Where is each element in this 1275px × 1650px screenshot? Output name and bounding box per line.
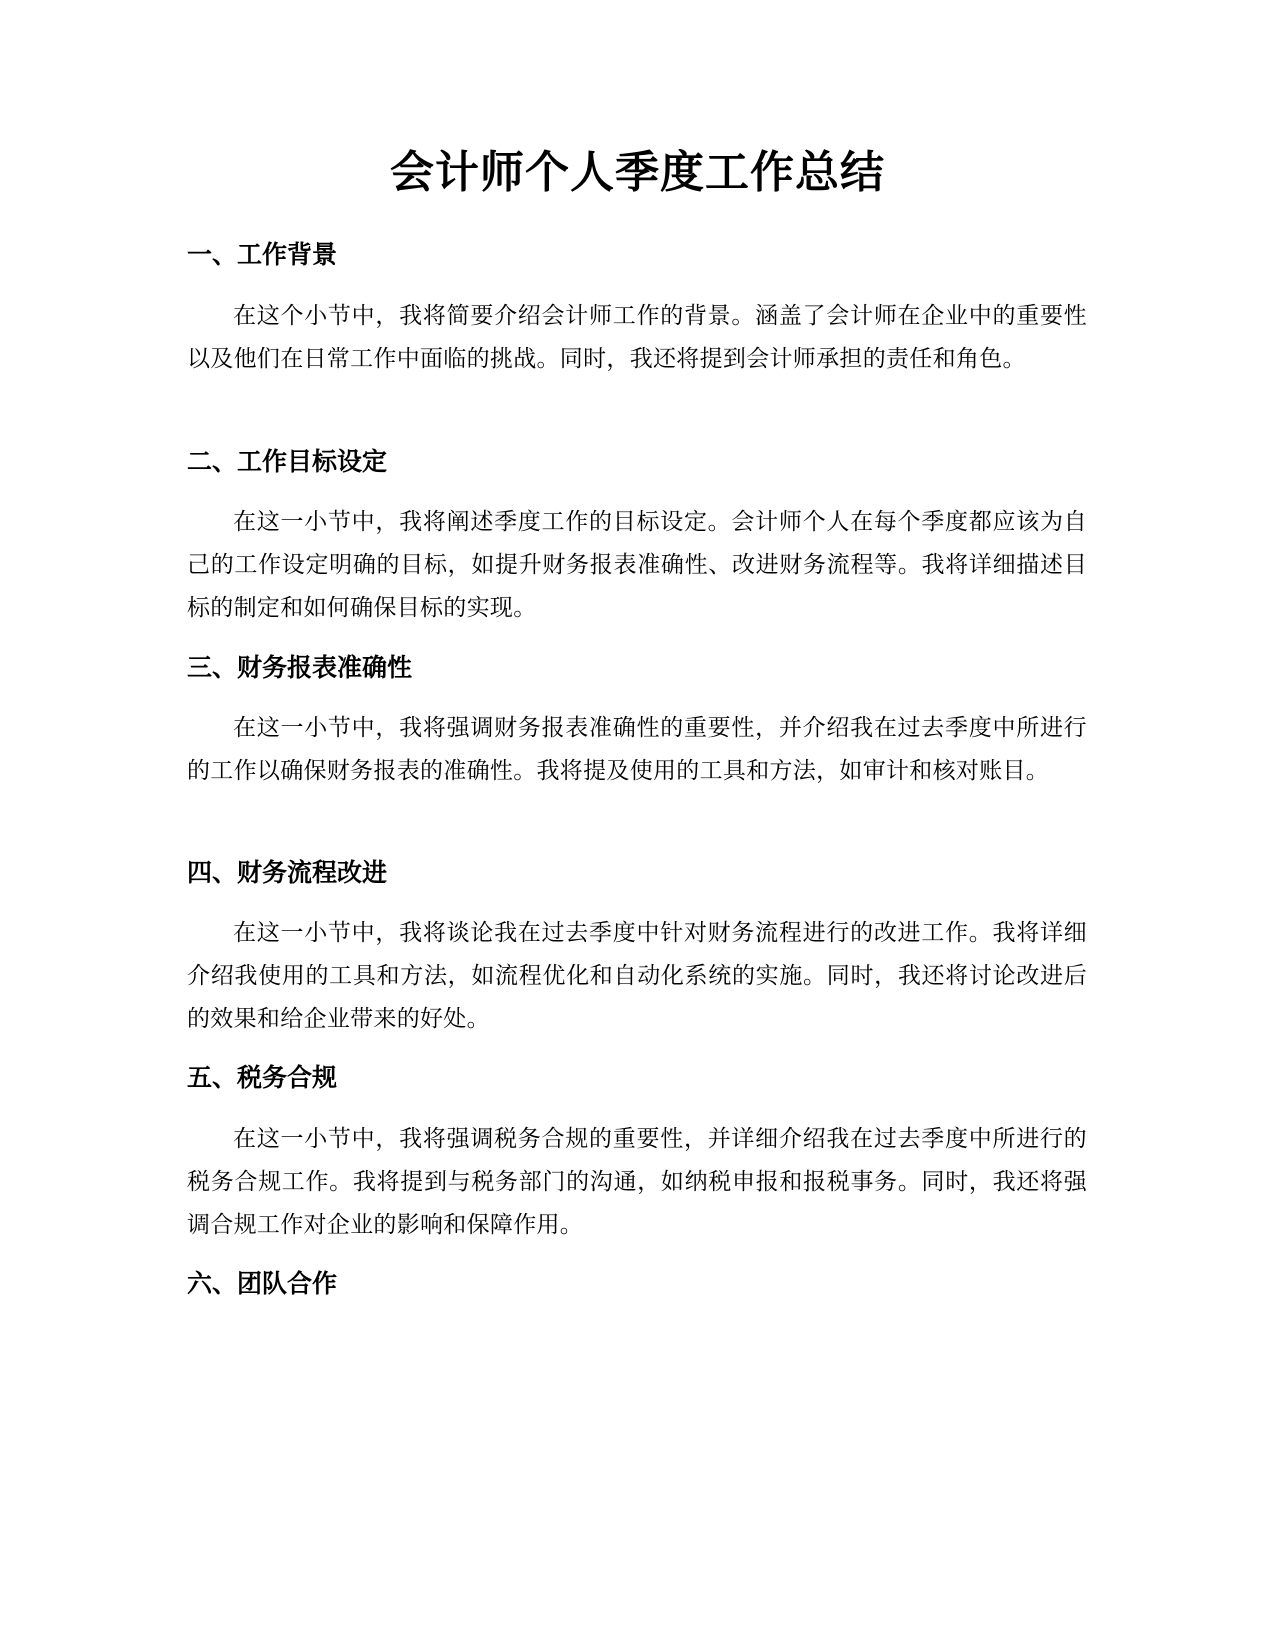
section-heading-tax-compliance: 五、税务合规 (187, 1063, 338, 1092)
section-heading-process-improvement: 四、财务流程改进 (187, 858, 388, 887)
section-heading-teamwork: 六、团队合作 (187, 1269, 338, 1298)
section-body-process-improvement: 在这一小节中，我将谈论我在过去季度中针对财务流程进行的改进工作。我将详细介绍我使用的工具和方法，如流程优化和自动化系统的实施。同时，我还将讨论改进后的效果和给企业带来的好处。 (187, 920, 1087, 1032)
section-heading-background: 一、工作背景 (187, 240, 338, 269)
section-heading-goal-setting: 二、工作目标设定 (187, 447, 388, 476)
section-body-goal-setting: 在这一小节中，我将阐述季度工作的目标设定。会计师个人在每个季度都应该为自己的工作设定明确的目标，如提升财务报表准确性、改进财务流程等。我将详细描述目标的制定和如何确保目标的实现。 (187, 509, 1087, 621)
section-body-report-accuracy: 在这一小节中，我将强调财务报表准确性的重要性，并介绍我在过去季度中所进行的工作以确保财务报表的准确性。我将提及使用的工具和方法，如审计和核对账目。 (187, 715, 1087, 784)
section-heading-report-accuracy: 三、财务报表准确性 (187, 653, 413, 682)
section-body-background: 在这个小节中，我将简要介绍会计师工作的背景。涵盖了会计师在企业中的重要性以及他们在日常工作中面临的挑战。同时，我还将提到会计师承担的责任和角色。 (187, 303, 1087, 372)
section-body-tax-compliance: 在这一小节中，我将强调税务合规的重要性，并详细介绍我在过去季度中所进行的税务合规工作。我将提到与税务部门的沟通，如纳税申报和报税事务。同时，我还将强调合规工作对企业的影响和保障作用。 (187, 1126, 1087, 1238)
document-title: 会计师个人季度工作总结 (390, 147, 885, 198)
